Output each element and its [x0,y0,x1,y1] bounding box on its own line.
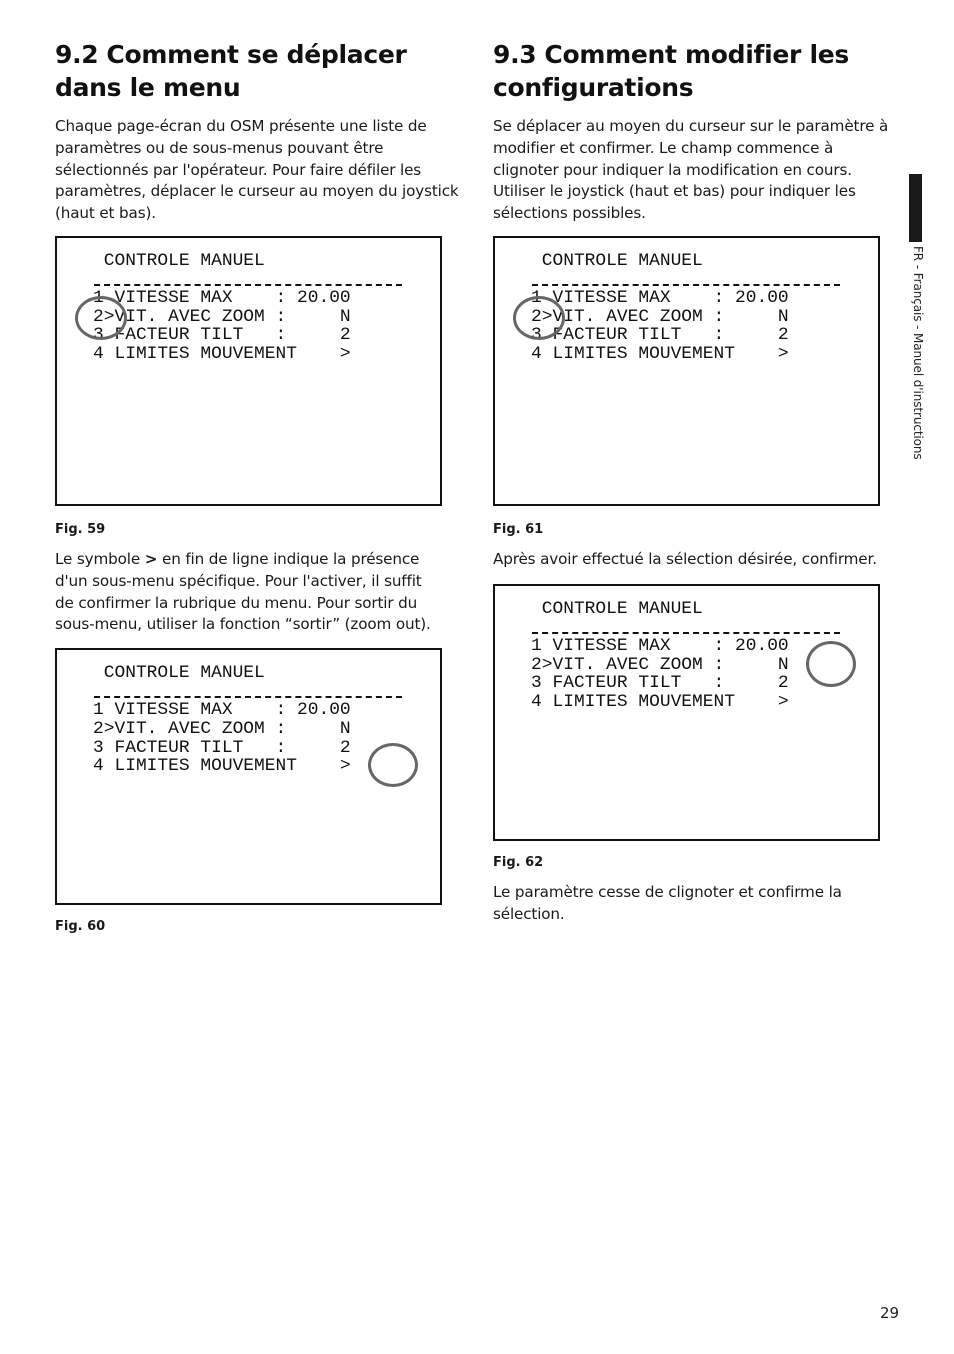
submenu-text-start: Le symbole [55,549,145,568]
osd-line-1: 1 VITESSE MAX : 20.00 [93,700,351,721]
osd-line-1: 1 VITESSE MAX : 20.00 [531,635,789,656]
highlight-circle-value [806,641,856,687]
section-heading [55,38,443,104]
osd-line-2: 2>VIT. AVEC ZOOM : N [93,306,351,327]
section-heading [493,38,881,104]
osd-title: CONTROLE MANUEL [93,250,265,271]
submenu-text-end: en fin de ligne indique la présence d'un sous-menu spécifique. Pour l'activer, il suffit de confirmer la rubrique du menu. Pour sortir du sous-menu, utiliser la fonction “sortir” (zoom out). [55,549,431,634]
osd-line-2: 2>VIT. AVEC ZOOM : N [93,718,351,739]
figure-caption: Fig. 59 [55,521,106,537]
intro-paragraph: Se déplacer au moyen du curseur sur le paramètre à modifier et confirmer. Le champ commence à clignoter pour indiquer la modification en cours. Utiliser le joystick (haut et bas) pour indiquer les sélections possibles. [493,117,889,223]
section-9-3 [493,38,889,925]
highlight-circle-submenu [368,743,418,787]
intro-paragraph: Chaque page-écran du OSM présente une liste de paramètres ou de sous-menus pouvant être sélectionnés par l'opérateur. Pour faire défiler les paramètres, déplacer le curseur au moyen du joystick (haut et bas). [55,117,459,223]
osd-screen-fig62 [493,584,880,841]
figure-caption: Fig. 60 [55,919,106,935]
osd-line-3: 3 FACTEUR TILT : 2 [531,673,789,694]
osd-title: CONTROLE MANUEL [93,663,265,684]
highlight-circle-cursor [513,296,565,340]
osd-line-1: 1 VITESSE MAX : 20.00 [531,288,789,309]
osd-line-4: 4 LIMITES MOUVEMENT > [531,691,789,712]
osd-title: CONTROLE MANUEL [531,250,703,271]
osd-line-3: 3 FACTEUR TILT : 2 [93,325,351,346]
osd-separator [94,284,402,286]
section-title: Comment modifier les configurations [493,40,849,102]
osd-line-3: 3 FACTEUR TILT : 2 [93,737,351,758]
osd-line-2: 2>VIT. AVEC ZOOM : N [531,654,789,675]
osd-screen-fig61 [493,236,880,506]
figure-caption: Fig. 61 [493,521,544,537]
osd-screen-fig59 [55,236,442,506]
figure-caption: Fig. 62 [493,854,544,870]
submenu-symbol: > [144,549,158,568]
osd-line-2: 2>VIT. AVEC ZOOM : N [531,306,789,327]
osd-line-1: 1 VITESSE MAX : 20.00 [93,288,351,309]
osd-line-4: 4 LIMITES MOUVEMENT > [93,343,351,364]
section-number: 9.2 [55,40,99,69]
osd-separator [94,696,402,698]
osd-menu [93,664,351,776]
language-tab-label: FR - Français - Manuel d'instructions [911,246,925,460]
osd-line-3: 3 FACTEUR TILT : 2 [531,325,789,346]
osd-separator [532,632,840,634]
osd-separator [532,284,840,286]
osd-menu [531,252,789,364]
outro-paragraph: Le paramètre cesse de clignoter et confirme la sélection. [493,882,842,923]
confirm-paragraph: Après avoir effectué la sélection désirée, confirmer. [493,549,877,568]
submenu-paragraph [55,549,443,636]
highlight-circle-cursor [75,296,127,340]
osd-line-4: 4 LIMITES MOUVEMENT > [93,756,351,777]
page-number: 29 [880,1304,900,1322]
language-tab-marker [909,174,922,242]
osd-menu [531,600,789,712]
section-title: Comment se déplacer dans le menu [55,40,407,102]
osd-screen-fig60 [55,648,442,905]
osd-line-4: 4 LIMITES MOUVEMENT > [531,343,789,364]
section-9-2 [55,38,459,935]
osd-title: CONTROLE MANUEL [531,598,703,619]
osd-menu [93,252,351,364]
section-number: 9.3 [493,40,537,69]
